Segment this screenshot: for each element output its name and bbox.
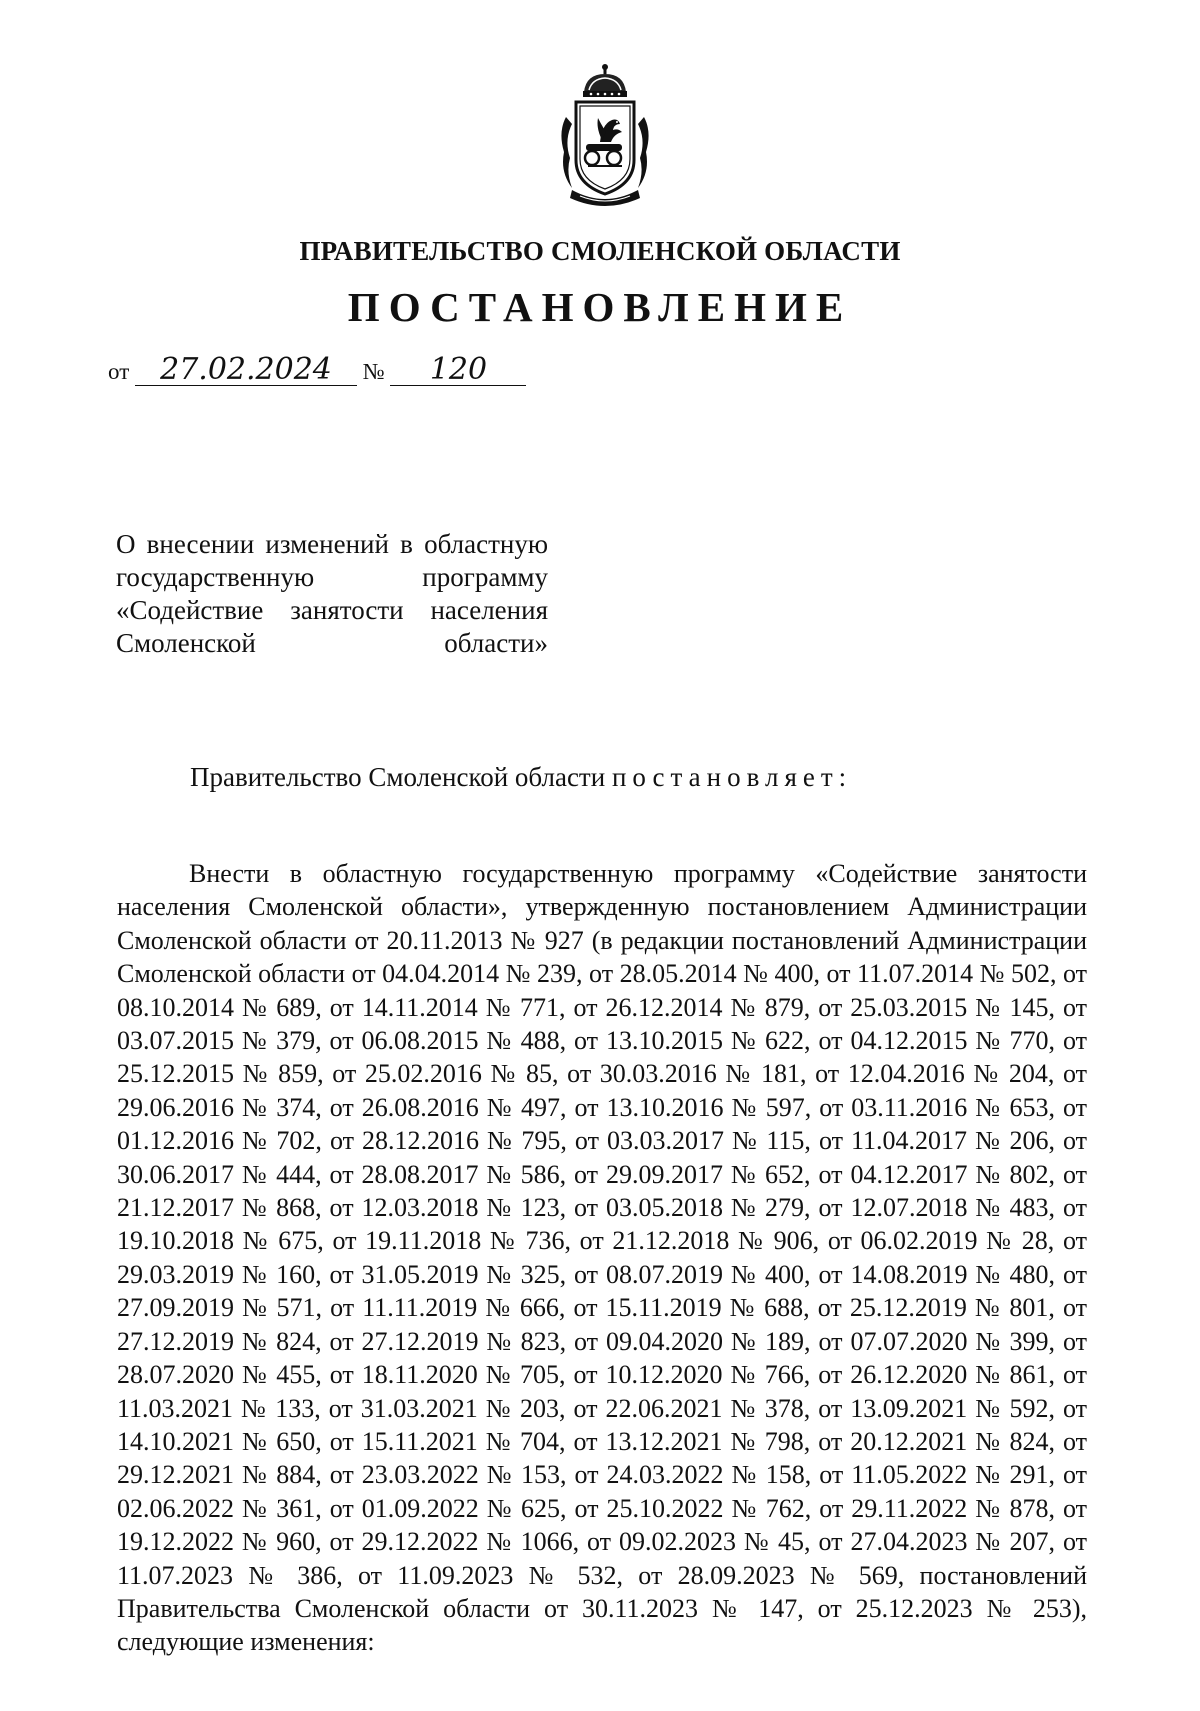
body-paragraph: Внести в областную государственную программу «Содействие занятости населения Смоленской области», утвержденную постановлением Администрации Смоленской области от 20.11.2013 № 927 (в редакции постановлений Администрации Смоленской области от 04.04.2014 № 239, от 28.05.2014 № 400, от 11.07.2014 № 502, от 08.10.2014 № 689, от 14.11.2014 № 771, от 26.12.2014 № 879, от 25.03.2015 № 145, от 03.07.2015 № 379, от 06.08.2015 № 488, от 13.10.2015 № 622, от 04.12.2015 № 770, от 25.12.2015 № 859, от 25.02.2016 № 85, от 30.03.2016 № 181, от 12.04.2016 № 204, от 29.06.2016 № 374, от 26.08.2016 № 497, от 13.10.2016 № 597, от 03.11.2016 № 653, от 01.12.2016 № 702, от 28.12.2016 № 795, от 03.03.2017 № 115, от 11.04.2017 № 206, от 30.06.2017 № 444, от 28.08.2017 № 586, от 29.09.2017 № 652, от 04.12.2017 № 802, от 21.12.2017 № 868, от 12.03.2018 № 123, от 03.05.2018 № 279, от 12.07.2018 № 483, от 19.10.2018 № 675, от 19.11.2018 № 736, от 21.12.2018 № 906, от 06.02.2019 № 28, от 29.03.2019 № 160, от 31.05.2019 № 325, от 08.07.2019 № 400, от 14.08.2019 № 480, от 27.09.2019 № 571, от 11.11.2019 № 666, от 15.11.2019 № 688, от 25.12.2019 № 801, от 27.12.2019 № 824, от 27.12.2019 № 823, от 09.04.2020 № 189, от 07.07.2020 № 399, от 28.07.2020 № 455, от 18.11.2020 № 705, от 10.12.2020 № 766, от 26.12.2020 № 861, от 11.03.2021 № 133, от 31.03.2021 № 203, от 22.06.2021 № 378, от 13.09.2021 № 592, от 14.10.2021 № 650, от 15.11.2021 № 704, от 13.12.2021 № 798, от 20.12.2021 № 824, от 29.12.2021 № 884, от 23.03.2022 № 153, от 24.03.2022 № 158, от 11.05.2022 № 291, от 02.06.2022 № 361, от 01.09.2022 № 625, от 25.10.2022 № 762, от 29.11.2022 № 878, от 19.12.2022 № 960, от 29.12.2022 № 1066, от 09.02.2023 № 45, от 27.04.2023 № 207, от 11.07.2023 № 386, от 11.09.2023 № 532, от 28.09.2023 № 569, постановлений Правительства Смоленской области от 30.11.2023 № 147, от 25.12.2023 № 253), следующие изменения: bbox=[117, 859, 1087, 1657]
decree-verb: постановляет: bbox=[611, 762, 853, 792]
handwritten-number: 120 bbox=[390, 355, 526, 386]
date-prefix: от bbox=[108, 359, 130, 384]
number-label: № bbox=[362, 359, 385, 384]
handwritten-date: 27.02.2024 bbox=[135, 355, 357, 386]
document-subject: О внесении изменений в областную государственную программу «Содействие занятости населения Смоленской области» bbox=[116, 529, 548, 658]
decree-statement bbox=[190, 762, 852, 793]
date-number-line bbox=[108, 352, 526, 387]
decree-lead: Правительство Смоленской области bbox=[190, 762, 606, 792]
smolensk-coat-of-arms-icon bbox=[556, 62, 654, 212]
organization-name: ПРАВИТЕЛЬСТВО СМОЛЕНСКОЙ ОБЛАСТИ bbox=[299, 236, 901, 266]
document-type: ПОСТАНОВЛЕНИЕ bbox=[347, 284, 853, 330]
